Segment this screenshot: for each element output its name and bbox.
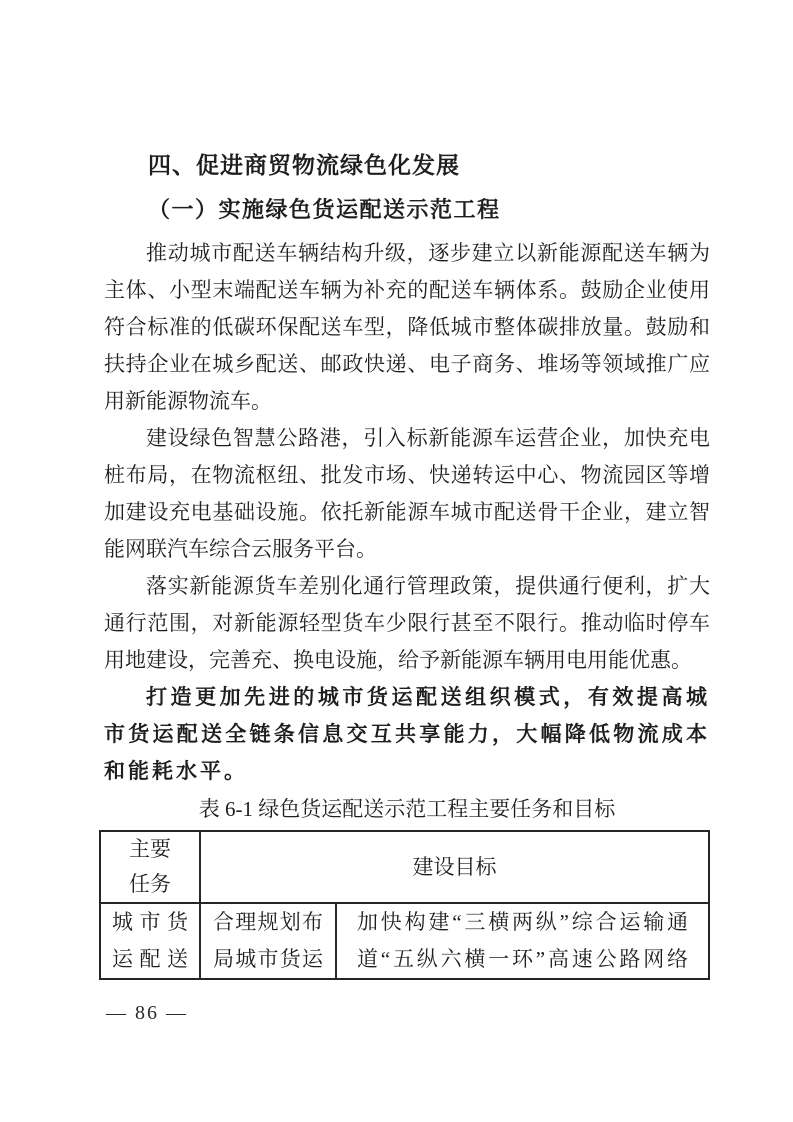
table-cell-task: 城市货运配送 [100,903,200,979]
body-paragraph-3: 落实新能源货车差别化通行管理政策，提供通行便利，扩大通行范围，对新能源轻型货车少限行甚至不限行。推动临时停车用地建设，完善充、换电设施，给予新能源车辆用电用能优惠。 [104,574,710,672]
table-header-construction-goal: 建设目标 [200,831,709,903]
tasks-and-goals-table [99,830,710,980]
table-row [100,903,709,979]
table-header-main-task: 主要任务 [100,831,200,903]
page-number: — 86 — [106,1002,188,1024]
table-caption: 表 6-1 绿色货运配送示范工程主要任务和目标 [198,797,616,821]
table-cell-goal: 加快构建“三横两纵”综合运输通道“五纵六横一环”高速公路网络 [336,903,709,979]
body-paragraph-1: 推动城市配送车辆结构升级，逐步建立以新能源配送车辆为主体、小型末端配送车辆为补充的配送车辆体系。鼓励企业使用符合标准的低碳环保配送车型，降低城市整体碳排放量。鼓励和扶持企业在城乡配送、邮政快递、电子商务、堆场等领域推广应用新能源物流车。 [104,241,710,413]
table-header-row [100,831,709,903]
page-content [104,152,710,980]
body-paragraph-4-emphasis: 打造更加先进的城市货运配送组织模式，有效提高城市货运配送全链条信息交互共享能力，大幅降低物流成本和能耗水平。 [104,685,710,783]
table-cell-subtask: 合理规划布局城市货运 [200,903,336,979]
subsection-heading: （一）实施绿色货运配送示范工程 [148,197,501,222]
section-heading: 四、促进商贸物流绿色化发展 [148,152,460,178]
body-paragraph-2: 建设绿色智慧公路港，引入标新能源车运营企业，加快充电桩布局，在物流枢纽、批发市场、快递转运中心、物流园区等增加建设充电基础设施。依托新能源车城市配送骨干企业，建立智能网联汽车综合云服务平台。 [104,426,710,561]
